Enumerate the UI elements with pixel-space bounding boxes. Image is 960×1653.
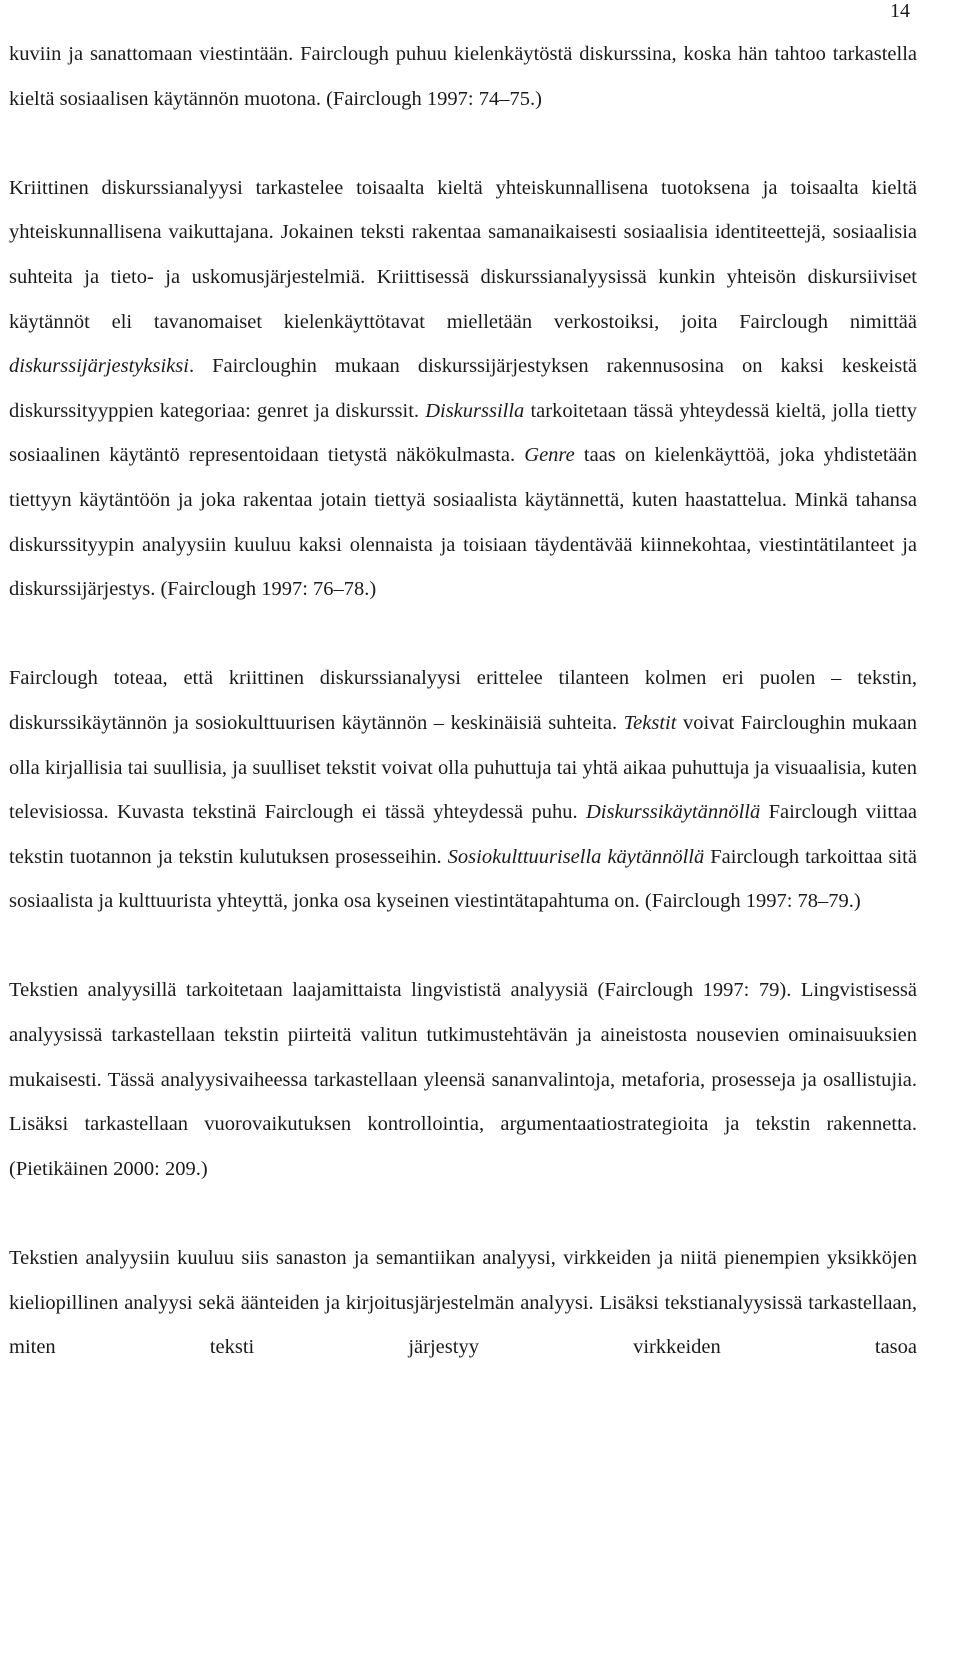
text-run: Fairclough tarkoittaa sitä sosiaalista ja kulttuurista yhteyttä, jonka osa kyseinen viestintätapahtuma on. (Fairclough 1997: 78–79.) <box>9 845 917 913</box>
text-run: Kriittinen diskurssianalyysi tarkastelee toisaalta kieltä yhteiskunnallisena tuotoksena ja toisaalta kieltä yhteiskunnallisena vaikuttajana. Jokainen teksti rakentaa samanaikaisesti sosiaalisia identiteettejä, sosiaalisia suhteita ja tieto- ja uskomusjärjestelmiä. Kriittisessä diskurssianalyysissä kunkin yhteisön diskursiiviset käytännöt eli tavanomaiset kielenkäyttötavat mielletään verkostoiksi, joita Fairclough nimittää <box>9 176 917 333</box>
paragraph <box>9 32 917 121</box>
italic-term: Sosiokulttuurisella käytännöllä <box>447 845 705 868</box>
text-run: tarkoitetaan tässä yhteydessä kieltä, jolla tietty sosiaalinen käytäntö representoidaan tietystä näkökulmasta. <box>9 399 918 467</box>
italic-term: Diskurssilla <box>425 399 525 422</box>
body-text <box>9 32 917 1370</box>
paragraph <box>9 968 917 1191</box>
text-run: Fairclough viittaa tekstin tuotannon ja tekstin kulutuksen prosesseihin. <box>9 801 917 868</box>
paragraph <box>9 166 917 612</box>
text-run: voivat Faircloughin mukaan olla kirjallisia tai suullisia, ja suulliset tekstit voivat olla puhuttuja tai yhtä aikaa puhuttuja ja visuaalisia, kuten televisiossa. Kuvasta tekstinä Fairclough ei tässä yhteydessä puhu. <box>9 711 917 824</box>
text-run: . Faircloughin mukaan diskurssijärjestyksen rakennusosina on kaksi keskeistä diskurssityyppien kategoriaa: genret ja diskurssit. <box>9 355 917 422</box>
text-run: Tekstien analyysillä tarkoitetaan laajamittaista lingvististä analyysiä (Fairclough 1997: 79). Lingvistisessä analyysissä tarkastellaan tekstin piirteitä valitun tutkimustehtävän ja aineistosta nousevien ominaisuuksien mukaisesti. Tässä analyysivaiheessa tarkastellaan yleensä sananvalintoja, metaforia, prosesseja ja osallistujia. Lisäksi tarkastellaan vuorovaikutuksen kontrollointia, argumentaatiostrategioita ja tekstin rakennetta. (Pietikäinen 2000: 209.) <box>9 979 917 1180</box>
text-run: Tekstien analyysiin kuuluu siis sanaston ja semantiikan analyysi, virkkeiden ja niitä pienempien yksikköjen kieliopillinen analyysi sekä äänteiden ja kirjoitusjärjestelmän analyysi. Lisäksi tekstianalyysissä tarkastellaan, miten teksti järjestyy virkkeiden tasoa <box>9 1247 917 1359</box>
text-run: taas on kielenkäyttöä, joka yhdistetään tiettyyn käytäntöön ja joka rakentaa jotain tiettyä sosiaalista käytännettä, kuten haastattelua. Minkä tahansa diskurssityypin analyysiin kuuluu kaksi olennaista ja toisiaan täydentävää kiinnekohtaa, viestintätilanteet ja diskurssijärjestys. (Fairclough 1997: 76–78.) <box>9 444 917 601</box>
italic-term: diskurssijärjestyksiksi <box>9 355 189 378</box>
page-number: 14 <box>890 0 910 22</box>
italic-term: Tekstit <box>623 711 677 734</box>
paragraph <box>9 1236 917 1370</box>
text-run: Fairclough toteaa, että kriittinen diskurssianalyysi erittelee tilanteen kolmen eri puolen – tekstin, diskurssikäytännön ja sosiokulttuurisen käytännön – keskinäisiä suhteita. <box>9 667 917 734</box>
italic-term: Genre <box>524 444 575 467</box>
paragraph <box>9 656 917 924</box>
text-run: kuviin ja sanattomaan viestintään. Fairclough puhuu kielenkäytöstä diskurssina, koska hän tahtoo tarkastella kieltä sosiaalisen käytännön muotona. (Fairclough 1997: 74–75.) <box>9 43 917 110</box>
italic-term: Diskurssikäytännöllä <box>585 801 761 824</box>
